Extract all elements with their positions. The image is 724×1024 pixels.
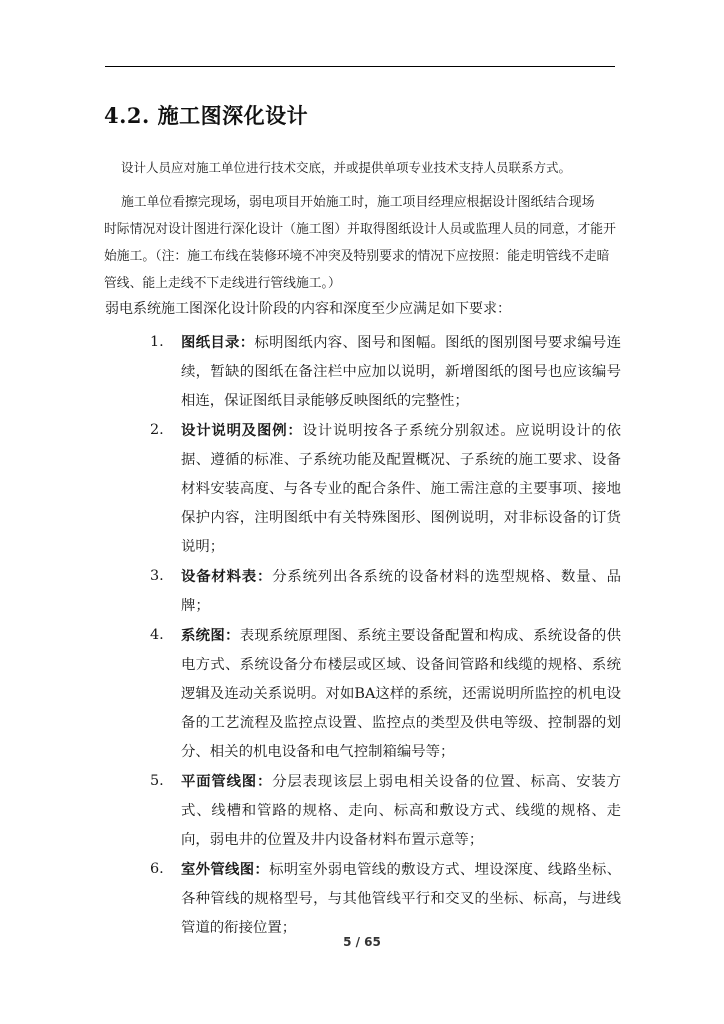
item-number: 3. — [150, 568, 164, 584]
page-number: 5 / 65 — [343, 935, 381, 949]
item-text: 分层表现该层上弱电相关设备的位置、标高、安装方式、线槽和管路的规格、走向、标高和敷设方式、线缆的规格、走向，弱电井的位置及井内设备材料布置示意等； — [181, 774, 621, 848]
paragraph-2-line-2: 时际情况对设计图进行深化设计（施工图）并取得图纸设计人员或监理人员的同意，才能开 — [104, 222, 616, 237]
item-body — [181, 328, 621, 416]
item-body — [181, 416, 621, 562]
list-item — [150, 416, 630, 562]
item-term: 平面管线图： — [181, 773, 273, 790]
item-term: 系统图： — [181, 627, 240, 644]
requirements-intro: 弱电系统施工图深化设计阶段的内容和深度至少应满足如下要求： — [105, 301, 511, 317]
paragraph-2-line-1: 施工单位看擦完现场，弱电项目开始施工时，施工项目经理应根据设计图纸结合现场 — [121, 195, 595, 210]
item-body — [181, 621, 621, 767]
list-item — [150, 767, 630, 855]
list-item — [150, 855, 630, 943]
requirements-list — [150, 328, 630, 943]
item-term: 设备材料表： — [181, 568, 273, 585]
item-text: 表现系统原理图、系统主要设备配置和构成、系统设备的供电方式、系统设备分布楼层或区域、设备间管路和线缆的规格、系统逻辑及连动关系说明。对如BA这样的系统，还需说明所监控的机电设备的工艺流程及监控点设置、监控点的类型及供电等级、控制器的划分、相关的机电设备和电气控制箱编号等； — [181, 628, 621, 760]
item-text: 标明室外弱电管线的敷设方式、埋设深度、线路坐标、各种管线的规格型号，与其他管线平行和交叉的坐标、标高，与进线管道的衔接位置； — [181, 862, 621, 936]
paragraph-2-line-3: 始施工。（注：施工布线在装修环境不冲突及特别要求的情况下应按照：能走明管线不走暗 — [104, 249, 610, 264]
item-number: 6. — [150, 861, 164, 877]
item-body — [181, 562, 621, 621]
item-text: 设计说明按各子系统分别叙述。应说明设计的依据、遵循的标准、子系统功能及配置概况、子系统的施工要求、设备材料安装高度、与各专业的配合条件、施工需注意的主要事项、接地保护内容，注明图纸中有关特殊图形、图例说明，对非标设备的订货说明； — [181, 423, 621, 555]
header-rule — [105, 66, 615, 67]
item-number: 1. — [150, 334, 164, 350]
item-number: 2. — [150, 422, 164, 438]
item-number: 4. — [150, 627, 164, 643]
item-term: 室外管线图： — [181, 861, 270, 878]
item-number: 5. — [150, 773, 164, 789]
list-item — [150, 328, 630, 416]
paragraph-2-line-4: 管线、能上走线不下走线进行管线施工。） — [104, 276, 341, 291]
section-heading: 4.2. 施工图深化设计 — [104, 103, 309, 128]
item-term: 设计说明及图例： — [181, 422, 303, 439]
item-body — [181, 767, 621, 855]
item-text: 标明图纸内容、图号和图幅。图纸的图别图号要求编号连续，暂缺的图纸在备注栏中应加以说明，新增图纸的图号也应该编号相连，保证图纸目录能够反映图纸的完整性； — [181, 335, 621, 409]
list-item — [150, 621, 630, 767]
list-item — [150, 562, 630, 621]
item-term: 图纸目录： — [181, 334, 255, 351]
paragraph-1: 设计人员应对施工单位进行技术交底，并或提供单项专业技术支持人员联系方式。 — [121, 160, 572, 175]
item-body — [181, 855, 621, 943]
item-text: 分系统列出各系统的设备材料的选型规格、数量、品牌； — [181, 569, 621, 614]
